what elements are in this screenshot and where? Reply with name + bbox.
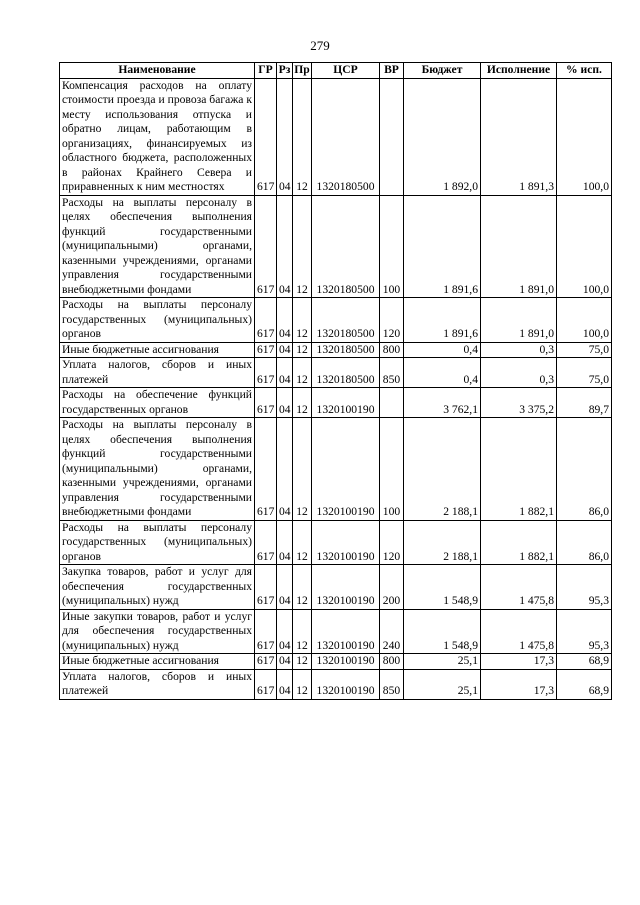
- cell-budget: 25,1: [404, 669, 481, 699]
- cell-rz: 04: [277, 78, 293, 195]
- cell-vr: 100: [380, 195, 404, 298]
- cell-execution: 1 882,1: [481, 520, 557, 565]
- cell-name: Расходы на выплаты персоналу в целях обеспечения выполнения функций государственными (муниципальными) органами, казенными учреждениями, органами управления государственными внебюджетными фондами: [60, 418, 255, 521]
- cell-name: Уплата налогов, сборов и иных платежей: [60, 669, 255, 699]
- cell-gr: 617: [255, 78, 277, 195]
- cell-percent: 68,9: [557, 669, 612, 699]
- cell-vr: 240: [380, 609, 404, 654]
- cell-gr: 617: [255, 358, 277, 388]
- cell-name: Расходы на обеспечение функций государственных органов: [60, 388, 255, 418]
- cell-csr: 1320100190: [312, 669, 380, 699]
- cell-vr: 850: [380, 669, 404, 699]
- cell-csr: 1320100190: [312, 565, 380, 610]
- cell-execution: 3 375,2: [481, 388, 557, 418]
- table-row: [60, 342, 612, 358]
- cell-budget: 25,1: [404, 654, 481, 670]
- cell-name: Иные закупки товаров, работ и услуг для обеспечения государственных (муниципальных) нужд: [60, 609, 255, 654]
- header-percent: % исп.: [557, 63, 612, 79]
- table-row: [60, 669, 612, 699]
- cell-gr: 617: [255, 609, 277, 654]
- cell-gr: 617: [255, 520, 277, 565]
- cell-execution: 1 475,8: [481, 565, 557, 610]
- cell-rz: 04: [277, 298, 293, 343]
- cell-execution: 17,3: [481, 654, 557, 670]
- cell-csr: 1320180500: [312, 358, 380, 388]
- cell-name: Компенсация расходов на оплату стоимости проезда и провоза багажа к месту использования отпуска и обратно лицам, работающим в организациях, финансируемых из областного бюджета, расположенных в районах Крайнего Севера и приравненных к ним местностях: [60, 78, 255, 195]
- cell-rz: 04: [277, 358, 293, 388]
- cell-name: Расходы на выплаты персоналу в целях обеспечения выполнения функций государственными (муниципальными) органами, казенными учреждениями, органами управления государственными внебюджетными фондами: [60, 195, 255, 298]
- cell-csr: 1320180500: [312, 342, 380, 358]
- cell-percent: 86,0: [557, 418, 612, 521]
- cell-execution: 1 891,0: [481, 195, 557, 298]
- cell-budget: 1 548,9: [404, 565, 481, 610]
- cell-gr: 617: [255, 388, 277, 418]
- table-row: [60, 520, 612, 565]
- cell-percent: 89,7: [557, 388, 612, 418]
- cell-pr: 12: [293, 418, 312, 521]
- header-execution: Исполнение: [481, 63, 557, 79]
- cell-percent: 95,3: [557, 565, 612, 610]
- cell-vr: 850: [380, 358, 404, 388]
- cell-gr: 617: [255, 342, 277, 358]
- cell-execution: 17,3: [481, 669, 557, 699]
- cell-percent: 75,0: [557, 342, 612, 358]
- cell-budget: 0,4: [404, 358, 481, 388]
- cell-percent: 86,0: [557, 520, 612, 565]
- cell-name: Закупка товаров, работ и услуг для обеспечения государственных (муниципальных) нужд: [60, 565, 255, 610]
- cell-gr: 617: [255, 654, 277, 670]
- cell-rz: 04: [277, 520, 293, 565]
- cell-pr: 12: [293, 565, 312, 610]
- cell-vr: 120: [380, 520, 404, 565]
- cell-gr: 617: [255, 195, 277, 298]
- cell-csr: 1320100190: [312, 654, 380, 670]
- cell-pr: 12: [293, 195, 312, 298]
- cell-name: Расходы на выплаты персоналу государственных (муниципальных) органов: [60, 520, 255, 565]
- header-vr: ВР: [380, 63, 404, 79]
- table-body: [60, 78, 612, 699]
- table-row: [60, 418, 612, 521]
- table-row: [60, 195, 612, 298]
- cell-gr: 617: [255, 298, 277, 343]
- table-row: [60, 654, 612, 670]
- cell-budget: 1 891,6: [404, 195, 481, 298]
- cell-name: Расходы на выплаты персоналу государственных (муниципальных) органов: [60, 298, 255, 343]
- cell-pr: 12: [293, 609, 312, 654]
- cell-rz: 04: [277, 669, 293, 699]
- cell-pr: 12: [293, 654, 312, 670]
- cell-rz: 04: [277, 342, 293, 358]
- cell-vr: [380, 388, 404, 418]
- cell-execution: 1 475,8: [481, 609, 557, 654]
- header-rz: Рз: [277, 63, 293, 79]
- cell-percent: 75,0: [557, 358, 612, 388]
- cell-execution: 0,3: [481, 358, 557, 388]
- cell-execution: 1 891,3: [481, 78, 557, 195]
- cell-rz: 04: [277, 418, 293, 521]
- cell-vr: 120: [380, 298, 404, 343]
- cell-csr: 1320180500: [312, 195, 380, 298]
- cell-pr: 12: [293, 342, 312, 358]
- cell-percent: 100,0: [557, 195, 612, 298]
- cell-vr: [380, 78, 404, 195]
- cell-gr: 617: [255, 565, 277, 610]
- cell-csr: 1320100190: [312, 520, 380, 565]
- header-name: Наименование: [60, 63, 255, 79]
- cell-csr: 1320100190: [312, 418, 380, 521]
- cell-budget: 1 892,0: [404, 78, 481, 195]
- cell-csr: 1320180500: [312, 78, 380, 195]
- header-csr: ЦСР: [312, 63, 380, 79]
- table-row: [60, 388, 612, 418]
- cell-rz: 04: [277, 565, 293, 610]
- cell-csr: 1320180500: [312, 298, 380, 343]
- cell-pr: 12: [293, 298, 312, 343]
- cell-csr: 1320100190: [312, 609, 380, 654]
- table-row: [60, 609, 612, 654]
- table-row: [60, 298, 612, 343]
- cell-execution: 1 882,1: [481, 418, 557, 521]
- cell-rz: 04: [277, 388, 293, 418]
- header-budget: Бюджет: [404, 63, 481, 79]
- cell-name: Иные бюджетные ассигнования: [60, 654, 255, 670]
- cell-csr: 1320100190: [312, 388, 380, 418]
- cell-name: Уплата налогов, сборов и иных платежей: [60, 358, 255, 388]
- cell-vr: 200: [380, 565, 404, 610]
- cell-budget: 2 188,1: [404, 520, 481, 565]
- cell-budget: 0,4: [404, 342, 481, 358]
- cell-gr: 617: [255, 418, 277, 521]
- cell-name: Иные бюджетные ассигнования: [60, 342, 255, 358]
- cell-vr: 800: [380, 654, 404, 670]
- cell-budget: 2 188,1: [404, 418, 481, 521]
- page-number: 279: [310, 38, 330, 53]
- header-pr: Пр: [294, 63, 310, 76]
- cell-pr: 12: [293, 78, 312, 195]
- cell-gr: 617: [255, 669, 277, 699]
- cell-percent: 100,0: [557, 298, 612, 343]
- cell-budget: 1 891,6: [404, 298, 481, 343]
- table-row: [60, 565, 612, 610]
- cell-rz: 04: [277, 609, 293, 654]
- budget-table: [59, 62, 612, 700]
- cell-percent: 68,9: [557, 654, 612, 670]
- cell-rz: 04: [277, 195, 293, 298]
- cell-pr: 12: [293, 388, 312, 418]
- cell-budget: 1 548,9: [404, 609, 481, 654]
- table-row: [60, 78, 612, 195]
- cell-pr: 12: [293, 520, 312, 565]
- cell-pr: 12: [293, 669, 312, 699]
- header-gr: ГР: [255, 63, 277, 79]
- cell-rz: 04: [277, 654, 293, 670]
- table-header-row: [60, 63, 612, 79]
- cell-execution: 0,3: [481, 342, 557, 358]
- table-row: [60, 358, 612, 388]
- cell-vr: 800: [380, 342, 404, 358]
- cell-execution: 1 891,0: [481, 298, 557, 343]
- cell-percent: 100,0: [557, 78, 612, 195]
- cell-pr: 12: [293, 358, 312, 388]
- cell-percent: 95,3: [557, 609, 612, 654]
- cell-budget: 3 762,1: [404, 388, 481, 418]
- cell-vr: 100: [380, 418, 404, 521]
